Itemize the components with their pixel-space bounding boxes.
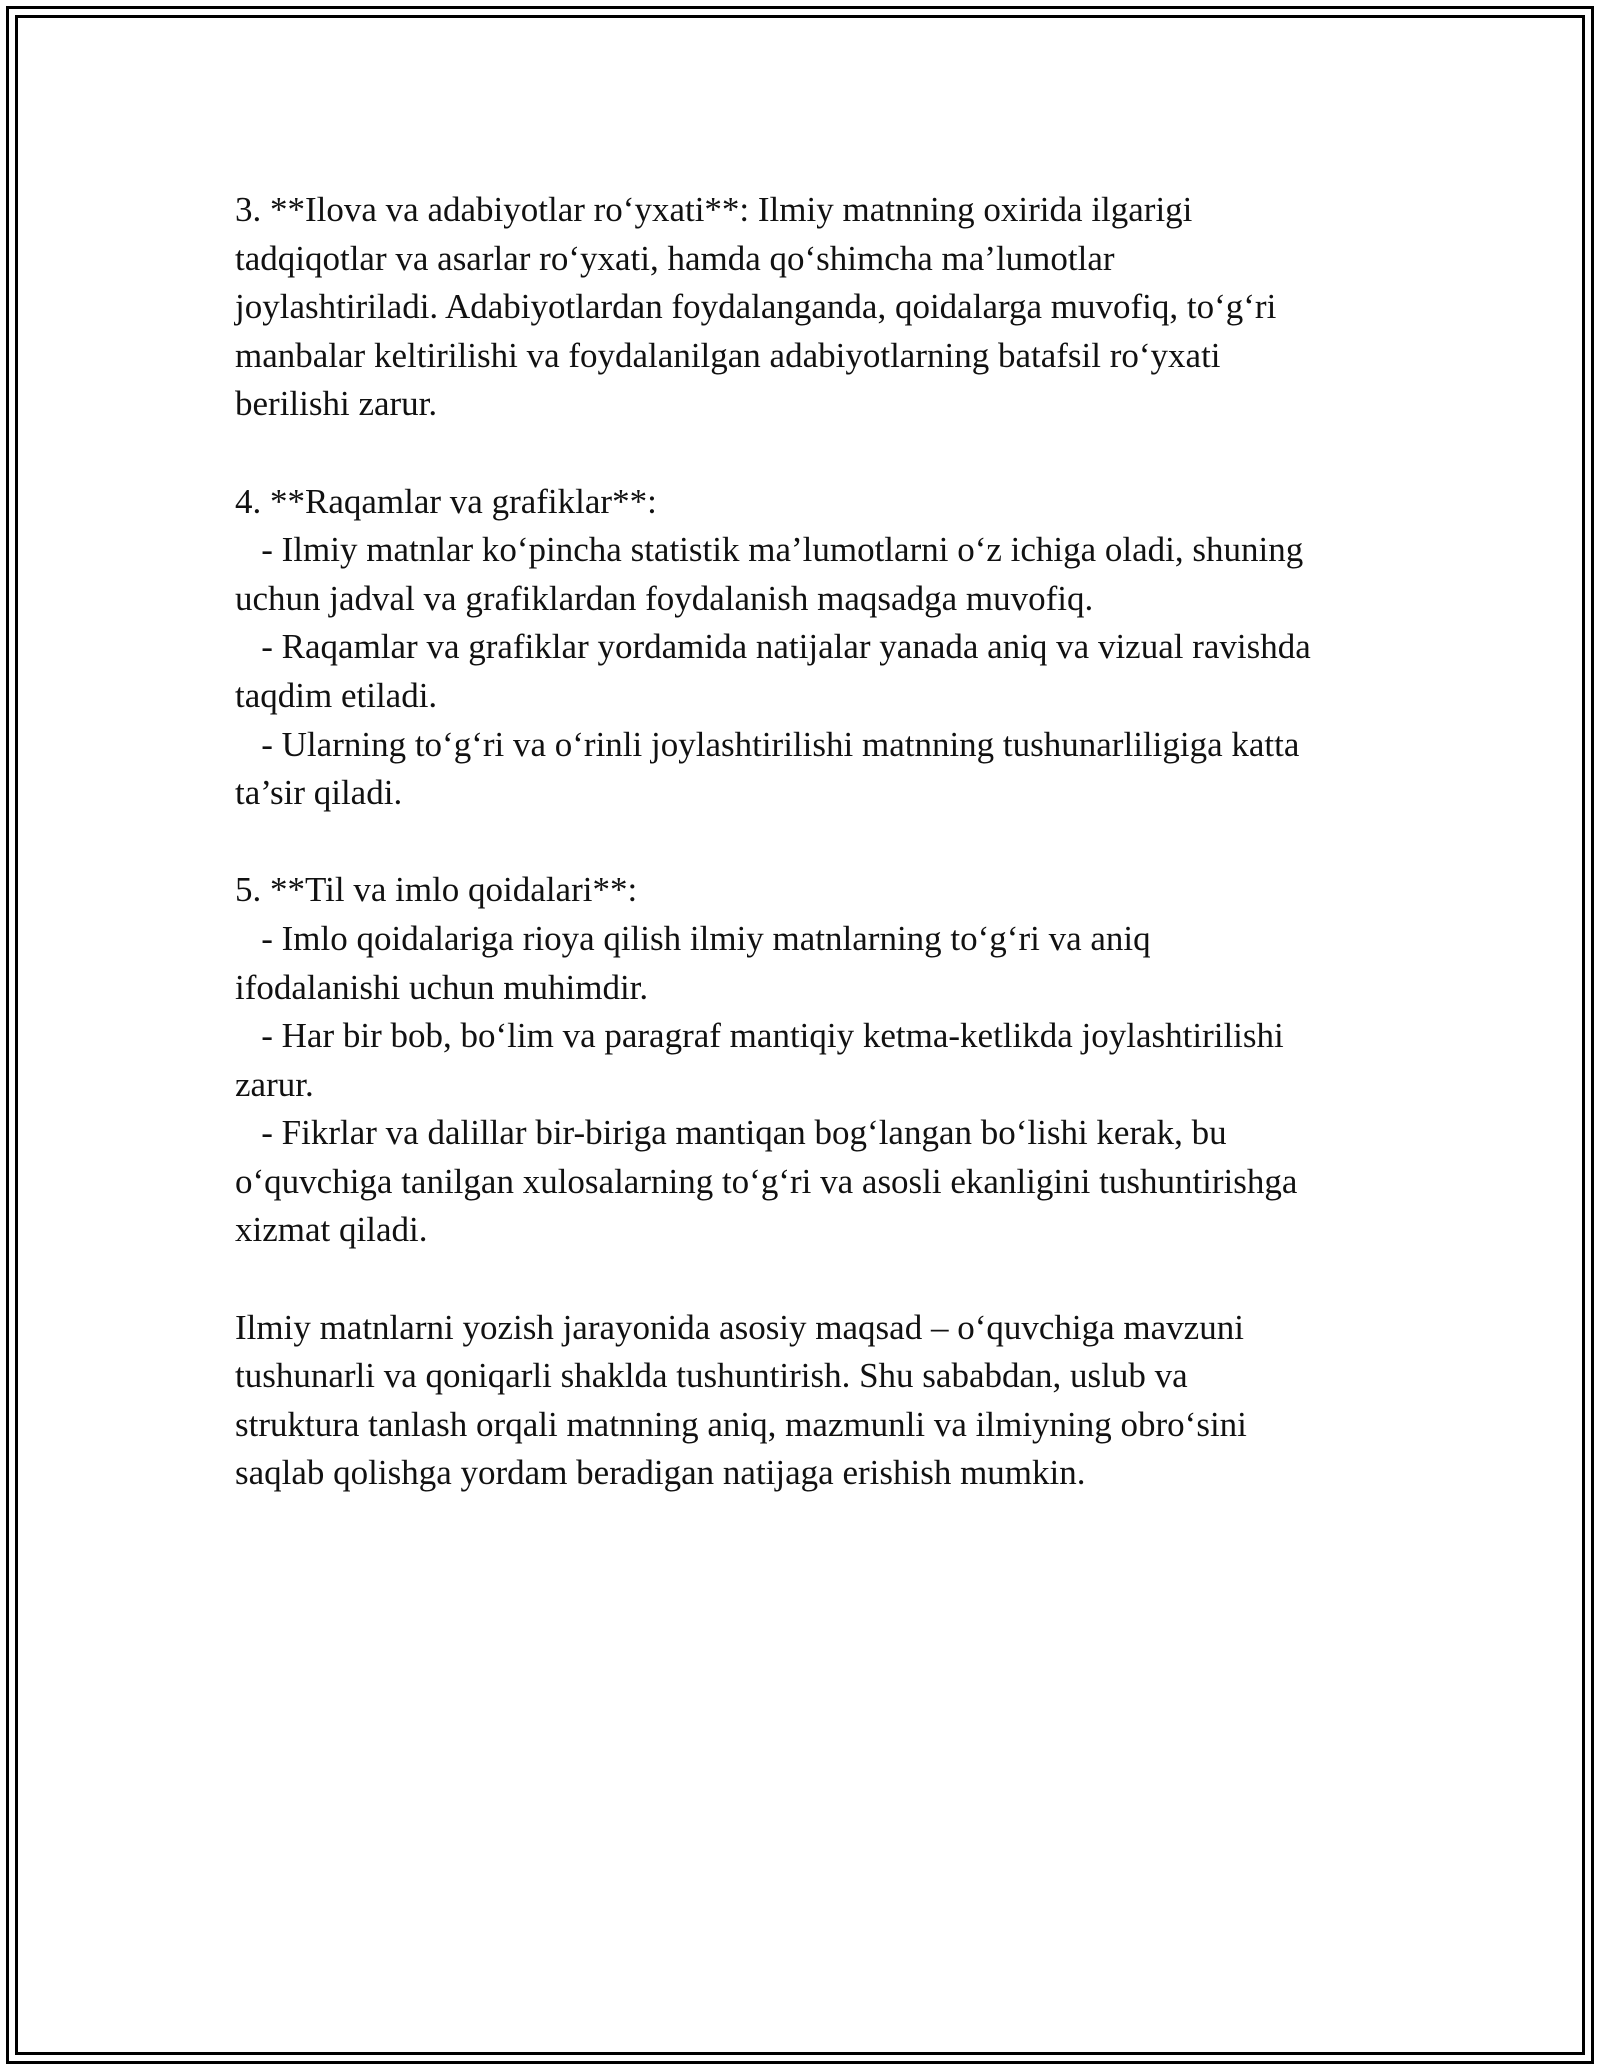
- section-heading: 5. **Til va imlo qoidalari**:: [235, 870, 638, 910]
- text-line: uchun jadval va grafiklardan foydalanish maqsadga muvofiq.: [235, 578, 1094, 618]
- text-line: - Ularning to‘g‘ri va o‘rinli joylashtirilishi matnning tushunarliligiga katta: [235, 724, 1300, 764]
- text-line: berilishi zarur.: [235, 384, 438, 424]
- text-line: - Ilmiy matnlar ko‘pincha statistik ma’lumotlarni o‘z ichiga oladi, shuning: [235, 530, 1304, 570]
- text-line: taqdim etiladi.: [235, 675, 438, 715]
- text-line: struktura tanlash orqali matnning aniq, mazmunli va ilmiyning obro‘sini: [235, 1404, 1247, 1444]
- text-line: Ilmiy matnlarni yozish jarayonida asosiy maqsad – o‘quvchiga mavzuni: [235, 1307, 1244, 1347]
- text-line: tushunarli va qoniqarli shaklda tushuntirish. Shu sababdan, uslub va: [235, 1356, 1188, 1396]
- section-3-paragraph: [235, 186, 1385, 429]
- text-line: ta’sir qiladi.: [235, 773, 403, 813]
- paragraph-spacer: [235, 429, 1385, 478]
- text-line: - Har bir bob, bo‘lim va paragraf mantiqiy ketma-ketlikda joylashtirilishi: [235, 1016, 1284, 1056]
- text-line: - Fikrlar va dalillar bir-biriga mantiqan bog‘langan bo‘lishi kerak, bu: [235, 1113, 1227, 1153]
- text-line: zarur.: [235, 1064, 314, 1104]
- paragraph-spacer: [235, 818, 1385, 867]
- text-line: o‘quvchiga tanilgan xulosalarning to‘g‘ri va asosli ekanligini tushuntirishga: [235, 1161, 1298, 1201]
- section-4-paragraph: [235, 478, 1385, 818]
- text-line: ifodalanishi uchun muhimdir.: [235, 967, 649, 1007]
- text-line: tadqiqotlar va asarlar ro‘yxati, hamda qo‘shimcha ma’lumotlar: [235, 238, 1115, 278]
- text-line: - Raqamlar va grafiklar yordamida natijalar yanada aniq va vizual ravishda: [235, 627, 1311, 667]
- text-line: 3. **Ilova va adabiyotlar ro‘yxati**: Ilmiy matnning oxirida ilgarigi: [235, 190, 1193, 229]
- text-line: xizmat qiladi.: [235, 1210, 428, 1250]
- text-line: manbalar keltirilishi va foydalanilgan adabiyotlarning batafsil ro‘yxati: [235, 335, 1221, 375]
- section-5-paragraph: [235, 866, 1385, 1255]
- section-heading: 4. **Raqamlar va grafiklar**:: [235, 481, 657, 521]
- text-line: - Imlo qoidalariga rioya qilish ilmiy matnlarning to‘g‘ri va aniq: [235, 918, 1151, 958]
- paragraph-spacer: [235, 1255, 1385, 1304]
- conclusion-paragraph: [235, 1304, 1385, 1498]
- document-body: [235, 186, 1385, 1498]
- text-line: joylashtiriladi. Adabiyotlardan foydalanganda, qoidalarga muvofiq, to‘g‘ri: [235, 287, 1277, 327]
- text-line: saqlab qolishga yordam beradigan natijaga erishish mumkin.: [235, 1453, 1086, 1493]
